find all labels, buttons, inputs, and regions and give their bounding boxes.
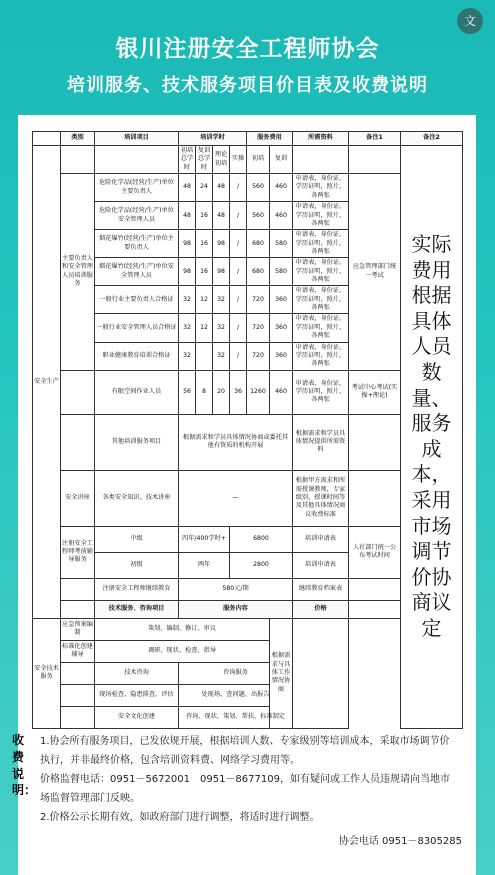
materials-cell: 申请表，身份证，学历证明，照片，各两张 (293, 370, 349, 414)
tech-item: 安全文化创建 (95, 706, 179, 728)
training-item: 其他培训服务项目 (95, 414, 179, 470)
initial-fee-subheader: 初培 (247, 146, 270, 174)
initial-hours-subheader: 初培总学时 (179, 146, 196, 174)
tech-item-header: 技术服务、咨询项目 (95, 600, 179, 618)
blank-cell (61, 662, 95, 684)
fee-note-phone: 价格监督电话：0951－5672001 0951－8677109，如有疑问或工作人员违规请向当地市场监督管理部门反映。 (40, 774, 450, 804)
training-item: 职业健康教育培训合格证 (95, 342, 179, 370)
training-item: 有限空间作业人员 (95, 370, 179, 414)
cell-value: / (230, 258, 247, 286)
tech-item: 标准化创建辅导 (61, 640, 95, 662)
training-item: 危险化学品(经营/生产)单位主要负责人 (95, 174, 179, 202)
cell-value (196, 342, 213, 370)
cert-fee: 6800 (230, 526, 293, 552)
note1-header: 备注1 (349, 132, 401, 146)
materials-cell: 申请表，身份证，学历证明，照片，各两张 (293, 314, 349, 342)
cell-value: 560 (247, 202, 270, 230)
cell-value: 98 (213, 230, 230, 258)
cell-value: 560 (247, 174, 270, 202)
main-training-subgroup: 主要负责人和安全管理人员培训服务 (61, 174, 95, 371)
translate-icon[interactable]: 文 (457, 8, 483, 34)
cell-value: 48 (213, 202, 230, 230)
tech-content: 策划、编制、修订、审议 (95, 618, 270, 640)
fee-notes-label: 收费说明： (12, 733, 37, 798)
other-desc: 根据需求和学员具体情况协商或委托其他有资质的机构开展 (179, 414, 293, 470)
tech-content-header: 服务内容 (179, 600, 293, 618)
cell-value: 360 (270, 342, 293, 370)
materials-cell: 申请表，身份证，学历证明，照片，各两张 (293, 286, 349, 314)
lecture-group: 安全讲座 (61, 470, 95, 526)
blank-cell (95, 146, 179, 174)
cell-value: 98 (179, 230, 196, 258)
blank-cell (61, 370, 95, 414)
cell-value: 12 (196, 286, 213, 314)
cell-value: 720 (247, 342, 270, 370)
cell-value: 32 (213, 314, 230, 342)
cell-value: 48 (213, 174, 230, 202)
practice-subheader: 实操 (230, 146, 247, 174)
materials-cell: 培训申请表 (293, 552, 349, 578)
tech-content: 调研、现状、检查、指导 (95, 640, 270, 662)
tech-item: 应急预案编制 (61, 618, 95, 640)
cell-value: 48 (179, 174, 196, 202)
materials-cell: 申请表，身份证，学历证明，照片，各两张 (293, 174, 349, 202)
cell-value: 1260 (247, 370, 270, 414)
tech-item: 技术咨询 (95, 662, 179, 684)
cell-value: 24 (196, 174, 213, 202)
cert-time: 两年 (179, 552, 230, 578)
blank-cell (61, 146, 95, 174)
lecture-desc: — (179, 470, 293, 526)
fee-note-1: 1.协会所有服务项目，已发依规开展，根据培训人数、专家级别等培训成本，采取市场调节价执行，并非最终价格，包含培训资料费、网络学习费用等。 (40, 736, 450, 766)
cell-value: 16 (196, 258, 213, 286)
cell-value: 460 (270, 174, 293, 202)
cell-value: 32 (179, 342, 196, 370)
tech-price: 根据需求与具体工作情况协商 (270, 618, 293, 728)
cell-value: 680 (247, 258, 270, 286)
cell-value: 32 (213, 286, 230, 314)
cell-value: 16 (196, 230, 213, 258)
cell-value: / (230, 342, 247, 370)
tech-content: 咨询、现状、策划、帮扶、标准制定 (179, 706, 293, 728)
association-phone: 协会电话 0951－8305285 (338, 836, 462, 847)
cell-value: 680 (247, 230, 270, 258)
blank-header (33, 132, 61, 146)
training-item: 一般行业安全管理人员合格证 (95, 314, 179, 342)
training-item: 烟花爆竹(经营/生产)单位安全管理人员 (95, 258, 179, 286)
price-list-subtitle: 培训服务、技术服务项目价目表及收费说明 (67, 75, 428, 96)
cell-value: 32 (179, 286, 196, 314)
renew-fee-subheader: 复训 (270, 146, 293, 174)
cell-value: 36 (230, 370, 247, 414)
item-header: 培训项目 (95, 132, 179, 146)
blank-cell (293, 146, 349, 174)
fee-notes-text (40, 732, 450, 827)
renew-hours-subheader: 复训总学时 (196, 146, 213, 174)
materials-header: 所需资料 (293, 132, 349, 146)
materials-cell: 申请表，身份证，学历证明，照片，各两张 (293, 342, 349, 370)
cell-value: 460 (270, 370, 293, 414)
cell-value: / (230, 314, 247, 342)
tech-group: 安全技术服务 (33, 618, 61, 728)
blank-cell (349, 146, 401, 174)
note1-main: 应急管理部门统一考试 (349, 174, 401, 371)
cell-value: / (230, 174, 247, 202)
safety-group: 安全生产 (33, 146, 61, 619)
blank-cell (293, 618, 349, 728)
cell-value: 460 (270, 202, 293, 230)
tech-content: 咨询服务 (179, 662, 293, 684)
blank-cell (61, 414, 95, 470)
materials-cell: 申请表，身份证，学历证明，照片，各两张 (293, 230, 349, 258)
tech-price-header: 价格 (293, 600, 349, 618)
cell-value: 12 (196, 314, 213, 342)
materials-cell: 继续教育档案表 (293, 578, 349, 600)
materials-cell: 培训申请表 (293, 526, 349, 552)
note2-cell: 实际费用根据具体人员数量、服务成本，采用市场调节价协商议定 (401, 146, 463, 729)
materials-cell: 根据甲方需求和所需授课教师，专家级别、授课时间等及其他具体情况商议收费标准 (293, 470, 349, 526)
cert-fee: 2800 (230, 552, 293, 578)
cell-value: 48 (179, 202, 196, 230)
training-item: 烟花爆竹(经营/生产)单位主要负责人 (95, 230, 179, 258)
cell-value: 580 (270, 230, 293, 258)
cell-value: 580 (270, 258, 293, 286)
fee-header: 服务费用 (247, 132, 293, 146)
tech-content: 处现场、查问题、出报告 (179, 684, 293, 706)
materials-cell: 申请表，身份证，学历证明，照片，各两张 (293, 258, 349, 286)
fee-note-2: 2.价格公示长期有效，如政府部门进行调整，将适时进行调整。 (40, 812, 320, 823)
note1-cert: 人社部门统一公布考试时间 (349, 526, 401, 578)
training-item: 各类安全知识、技术讲座 (95, 470, 179, 526)
note2-header: 备注2 (401, 132, 463, 146)
cell-value: 720 (247, 314, 270, 342)
cell-value: 32 (213, 342, 230, 370)
cell-value: / (230, 202, 247, 230)
page-header (0, 0, 495, 112)
cell-value: / (230, 230, 247, 258)
blank-cell (61, 706, 95, 728)
note1-confined: 考试中心考试(实操+理论) (349, 370, 401, 414)
blank-cell (349, 414, 401, 470)
theory-subheader: 理论初培 (213, 146, 230, 174)
blank-cell (61, 684, 95, 706)
price-table (32, 131, 463, 729)
cell-value: / (230, 286, 247, 314)
cell-value: 98 (179, 258, 196, 286)
cert-group: 注册安全工程师考前辅导服务 (61, 526, 95, 578)
materials-cell: 根据需求和学员具体情况提供所需资料 (293, 414, 349, 470)
cell-value: 16 (196, 202, 213, 230)
cont-fee: 580元/期 (179, 578, 293, 600)
training-item: 注册安全工程师继续教育 (95, 578, 179, 600)
cert-level: 中级 (95, 526, 179, 552)
cell-value: 98 (213, 258, 230, 286)
cell-value: 8 (196, 370, 213, 414)
materials-cell: 申请表，身份证，学历证明，照片，各两张 (293, 202, 349, 230)
cell-value: 720 (247, 286, 270, 314)
blank-cell (349, 600, 401, 618)
blank-cell (61, 600, 95, 618)
cert-level: 初级 (95, 552, 179, 578)
blank-cell (61, 578, 95, 600)
tech-item: 现场检查、隐患排查、评估 (95, 684, 179, 706)
association-title: 银川注册安全工程师协会 (115, 36, 380, 62)
training-item: 一般行业主要负责人合格证 (95, 286, 179, 314)
cell-value: 32 (179, 314, 196, 342)
cert-time: 四年/400学时+ (179, 526, 230, 552)
hours-header: 培训学时 (179, 132, 247, 146)
cell-value: 20 (213, 370, 230, 414)
cell-value: 360 (270, 314, 293, 342)
cell-value: 56 (179, 370, 196, 414)
blank-cell (349, 578, 401, 600)
training-item: 危险化学品(经营/生产)单位安全管理人员 (95, 202, 179, 230)
blank-cell (349, 470, 401, 526)
cell-value: 360 (270, 286, 293, 314)
category-header: 类别 (61, 132, 95, 146)
